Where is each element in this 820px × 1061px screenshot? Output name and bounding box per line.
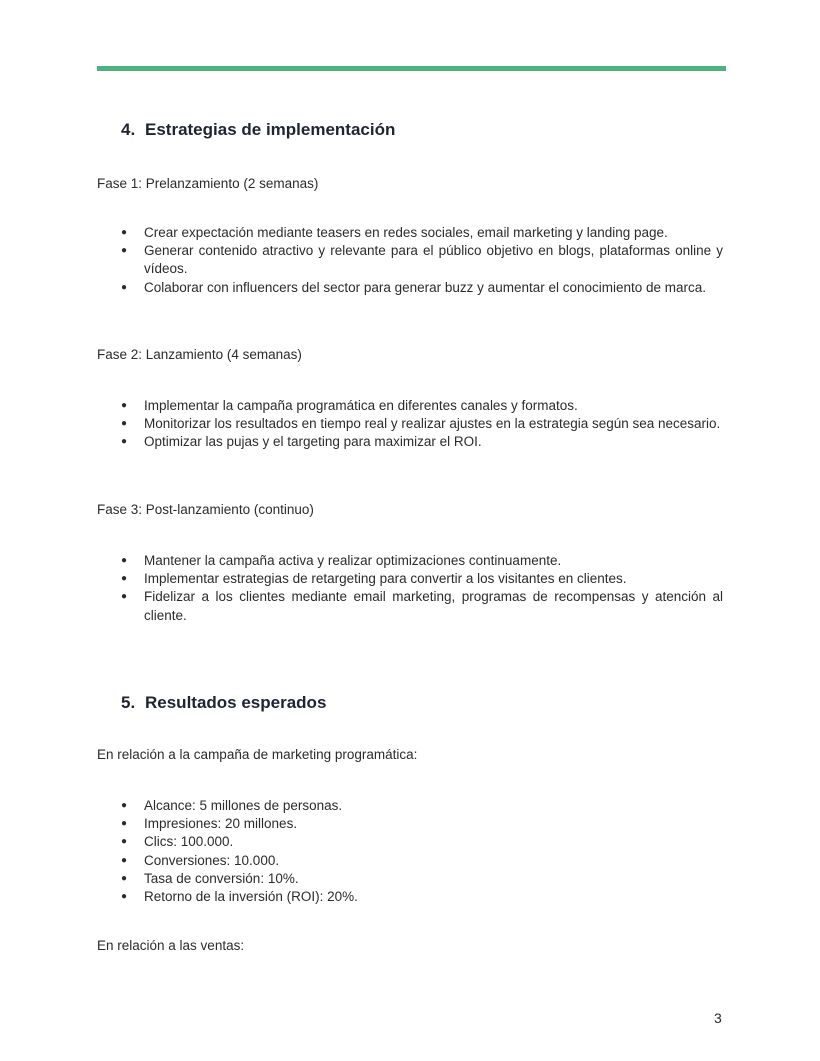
list-item: ● Optimizar las pujas y el targeting para maximizar el ROI. — [121, 433, 723, 451]
list-item: ● Alcance: 5 millones de personas. — [121, 797, 723, 815]
list-item: ● Implementar estrategias de retargeting para convertir a los visitantes en clientes. — [121, 570, 723, 588]
phase-3-list — [121, 552, 723, 625]
phase-1-label: Fase 1: Prelanzamiento (2 semanas) — [97, 176, 319, 191]
section-4-heading — [121, 120, 395, 140]
list-item: ● Crear expectación mediante teasers en redes sociales, email marketing y landing page. — [121, 224, 723, 242]
header-rule — [97, 66, 726, 71]
results-list — [121, 797, 723, 906]
list-item: ● Fidelizar a los clientes mediante email marketing, programas de recompensas y atención al cliente. — [121, 588, 723, 624]
list-item: ● Generar contenido atractivo y relevante para el público objetivo en blogs, plataformas online y vídeos. — [121, 242, 723, 278]
section-5-heading — [121, 693, 326, 713]
sales-intro: En relación a las ventas: — [97, 938, 245, 953]
list-item: ● Monitorizar los resultados en tiempo real y realizar ajustes en la estrategia según sea necesario. — [121, 415, 723, 433]
phase-3-label: Fase 3: Post-lanzamiento (continuo) — [97, 502, 314, 517]
list-item: ● Retorno de la inversión (ROI): 20%. — [121, 888, 723, 906]
list-item: ● Impresiones: 20 millones. — [121, 815, 723, 833]
list-item: ● Clics: 100.000. — [121, 833, 723, 851]
section-4-title: Estrategias de implementación — [145, 120, 396, 139]
results-intro: En relación a la campaña de marketing programática: — [97, 747, 418, 762]
list-item: ● Tasa de conversión: 10%. — [121, 870, 723, 888]
list-item: ● Conversiones: 10.000. — [121, 852, 723, 870]
list-item: ● Colaborar con influencers del sector para generar buzz y aumentar el conocimiento de marca. — [121, 279, 723, 297]
phase-2-label: Fase 2: Lanzamiento (4 semanas) — [97, 347, 302, 362]
section-5-title: Resultados esperados — [145, 693, 327, 712]
phase-2-list — [121, 397, 723, 452]
section-4-number: 4. — [121, 120, 136, 139]
list-item: ● Mantener la campaña activa y realizar optimizaciones continuamente. — [121, 552, 723, 570]
list-item: ● Implementar la campaña programática en diferentes canales y formatos. — [121, 397, 723, 415]
section-5-number: 5. — [121, 693, 136, 712]
page-number: 3 — [714, 1010, 722, 1026]
phase-1-list — [121, 224, 723, 297]
